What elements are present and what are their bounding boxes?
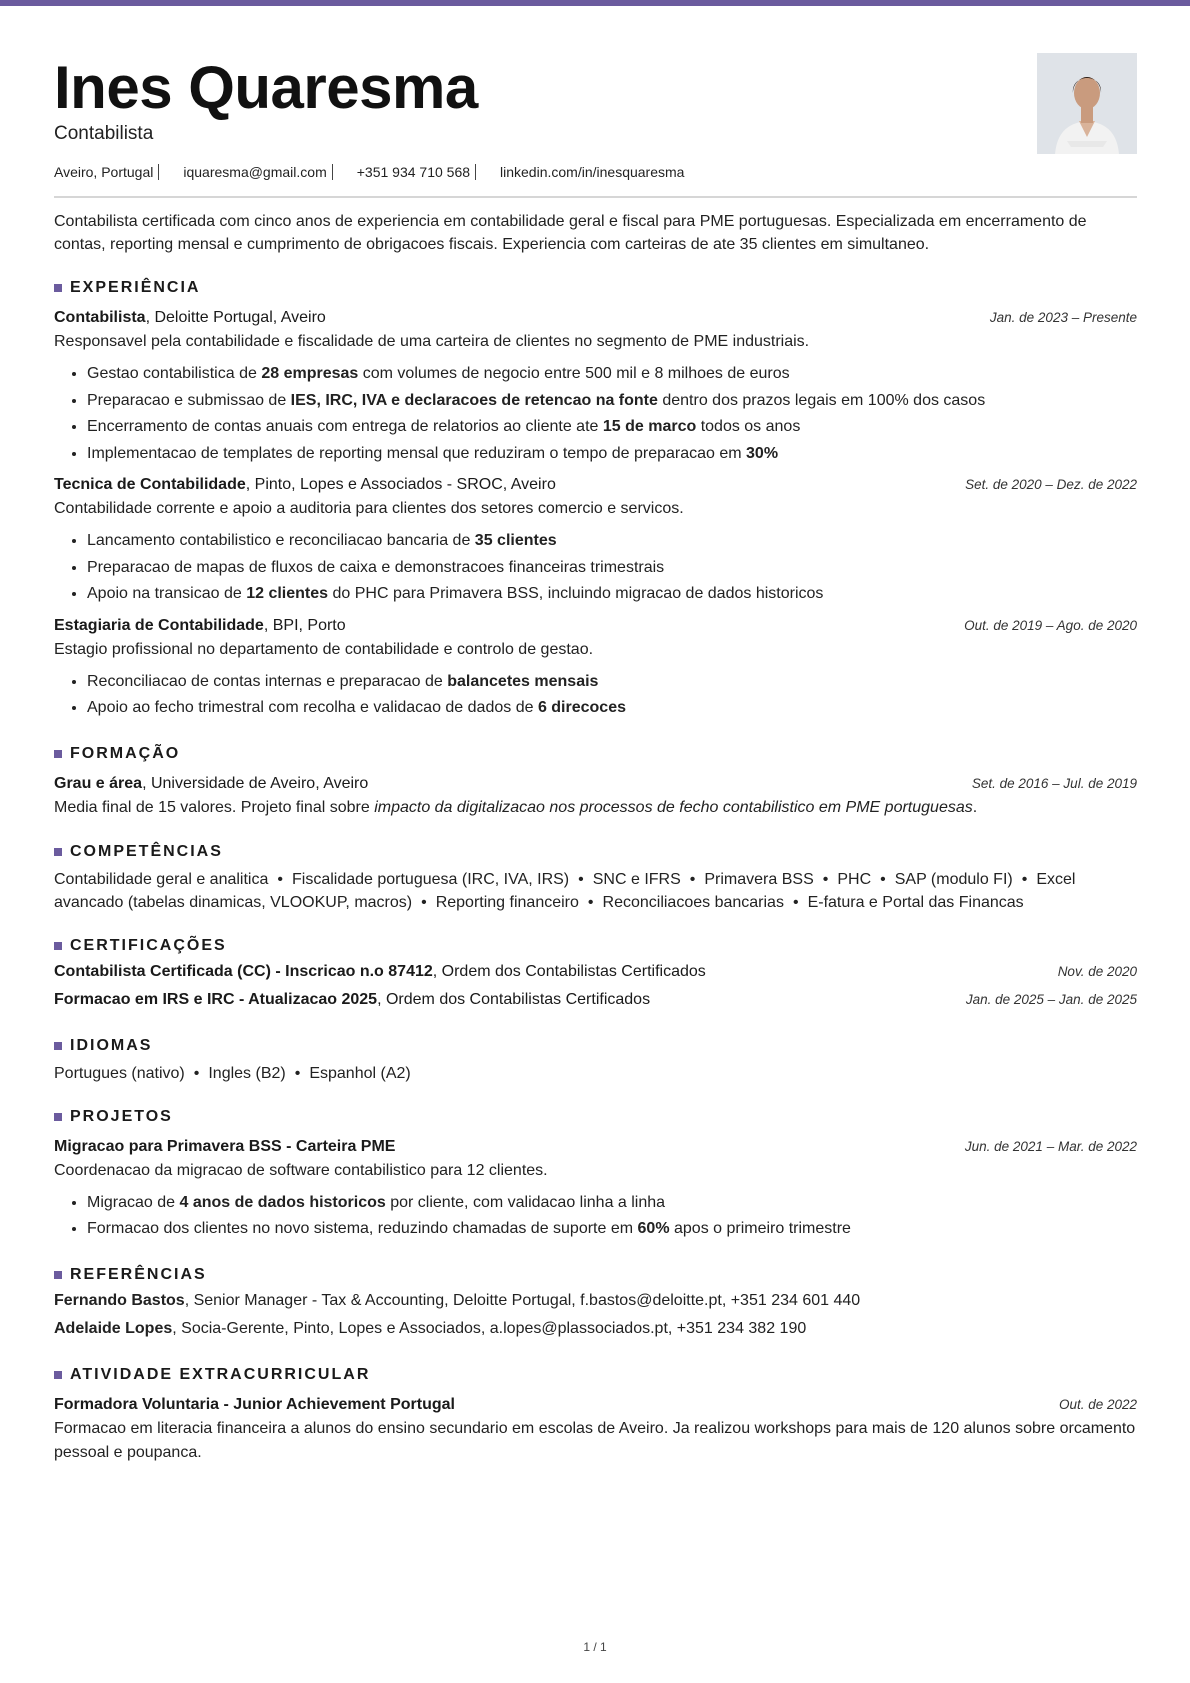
certification-item: Contabilista Certificada (CC) - Inscricao n.o 87412, Ordem dos Contabilistas Certificados Nov. de 2020 bbox=[54, 958, 1137, 986]
profile-photo bbox=[1037, 53, 1137, 154]
references-heading: REFERÊNCIAS bbox=[54, 1263, 1137, 1287]
skill-item: SNC e IFRS bbox=[592, 870, 681, 888]
certification-item: Formacao em IRS e IRC - Atualizacao 2025, Ordem dos Contabilistas Certificados Jan. de 2025 – Jan. de 2025 bbox=[54, 986, 1137, 1014]
separator bbox=[332, 164, 333, 180]
education-description: Media final de 15 valores. Projeto final sobre impacto da digitalizacao nos processos de fecho contabilistico em PME portuguesas. bbox=[54, 798, 978, 816]
page-number: 1 / 1 bbox=[583, 1640, 607, 1654]
resume-header bbox=[54, 0, 1137, 200]
skills-heading: COMPETÊNCIAS bbox=[54, 840, 1137, 864]
skill-item: E-fatura e Portal das Financas bbox=[807, 893, 1024, 911]
date-range: Set. de 2016 – Jul. de 2019 bbox=[971, 775, 1137, 791]
employer: , BPI, Porto bbox=[263, 616, 346, 634]
extracurricular-entry bbox=[54, 1393, 1137, 1465]
education-entry bbox=[54, 772, 1137, 820]
candidate-name: Ines Quaresma bbox=[54, 54, 478, 121]
project-entry bbox=[54, 1135, 1137, 1243]
language-item: Espanhol (A2) bbox=[309, 1064, 411, 1082]
date-range: Jan. de 2023 – Presente bbox=[989, 310, 1137, 325]
contact-linkedin[interactable]: linkedin.com/in/inesquaresma bbox=[500, 164, 685, 180]
skill-item: Excel avancado (tabelas dinamicas, VLOOKUP, macros) bbox=[54, 870, 1076, 911]
skill-item: SAP (modulo FI) bbox=[894, 870, 1013, 888]
contact-email[interactable]: iquaresma@gmail.com bbox=[183, 164, 327, 180]
skill-item: Primavera BSS bbox=[704, 870, 814, 888]
experience-entry bbox=[54, 306, 1137, 467]
skills-section bbox=[54, 840, 1137, 914]
school: , Universidade de Aveiro, Aveiro bbox=[142, 774, 369, 792]
skill-item: Contabilidade geral e analitica bbox=[54, 870, 269, 888]
list-item: • Implementacao de templates de reporting mensal que reduziram o tempo de preparacao em 30% bbox=[87, 441, 1137, 468]
date-range: Jun. de 2021 – Mar. de 2022 bbox=[964, 1138, 1137, 1154]
date-range: Out. de 2019 – Ago. de 2020 bbox=[964, 617, 1137, 633]
references-section bbox=[54, 1263, 1137, 1343]
languages-list: Portugues (nativo) • Ingles (B2) • Espanhol (A2) bbox=[54, 1064, 411, 1082]
reference-item: Fernando Bastos, Senior Manager - Tax & Accounting, Deloitte Portugal, f.bastos@deloitte.pt, +351 234 601 440 bbox=[54, 1291, 861, 1309]
contact-phone[interactable]: +351 934 710 568 bbox=[356, 164, 471, 180]
education-heading: FORMAÇÃO bbox=[54, 742, 1137, 766]
separator bbox=[475, 164, 476, 180]
languages-section bbox=[54, 1034, 1137, 1085]
list-item: • Formacao dos clientes no novo sistema, reduzindo chamadas de suporte em 60% apos o primeiro trimestre bbox=[87, 1216, 1137, 1243]
list-item: • Lancamento contabilistico e reconciliacao bancaria de 35 clientes bbox=[87, 528, 1137, 555]
language-item: Portugues (nativo) bbox=[54, 1064, 185, 1082]
role-description: Responsavel pela contabilidade e fiscalidade de uma carteira de clientes no segmento de PME industriais. bbox=[54, 333, 810, 350]
experience-heading: EXPERIÊNCIA bbox=[54, 276, 1137, 300]
role-description: Contabilidade corrente e apoio a auditoria para clientes dos setores comercio e servicos. bbox=[54, 500, 684, 517]
employer: , Pinto, Lopes e Associados - SROC, Aveiro bbox=[245, 476, 556, 493]
list-item: • Reconciliacao de contas internas e preparacao de balancetes mensais bbox=[87, 669, 1137, 696]
list-item: • Apoio na transicao de 12 clientes do PHC para Primavera BSS, incluindo migracao de dados historicos bbox=[87, 581, 1137, 608]
list-item: • Apoio ao fecho trimestral com recolha e validacao de dados de 6 direcoces bbox=[87, 695, 1137, 722]
date: Out. de 2022 bbox=[1058, 1396, 1137, 1412]
section-marker bbox=[54, 942, 62, 950]
degree: Grau e área bbox=[54, 774, 143, 792]
project-description: Coordenacao da migracao de software contabilistico para 12 clientes. bbox=[54, 1161, 548, 1179]
project-name: Migracao para Primavera BSS - Carteira PME bbox=[54, 1137, 396, 1155]
list-item: • Migracao de 4 anos de dados historicos por cliente, com validacao linha a linha bbox=[87, 1190, 1137, 1217]
contact-location: Aveiro, Portugal bbox=[54, 164, 154, 180]
summary-text: Contabilista certificada com cinco anos de experiencia em contabilidade geral e fiscal para PME portuguesas. Especializada em encerramento de contas, reporting mensal e cumprimento de obrigacoes fiscais. Experiencia com carteiras de ate 35 clientes em simultaneo. bbox=[54, 213, 1087, 253]
section-marker bbox=[54, 1042, 62, 1050]
achievement-list bbox=[54, 669, 1137, 722]
activity-description: Formacao em literacia financeira a alunos do ensino secundario em escolas de Aveiro. Ja realizou workshops para mais de 120 alunos sobre orcamento pessoal e poupanca. bbox=[54, 1419, 1136, 1461]
contact-line bbox=[54, 164, 684, 180]
role-title: Estagiaria de Contabilidade bbox=[54, 616, 264, 634]
list-item: • Gestao contabilistica de 28 empresas com volumes de negocio entre 500 mil e 8 milhoes de euros bbox=[87, 361, 1137, 388]
extracurricular-section bbox=[54, 1363, 1137, 1465]
separator bbox=[158, 164, 159, 180]
experience-entry bbox=[54, 473, 1137, 608]
section-marker bbox=[54, 284, 62, 292]
candidate-title: Contabilista bbox=[54, 123, 154, 144]
list-item: • Preparacao e submissao de IES, IRC, IVA e declaracoes de retencao na fonte dentro dos prazos legais em 100% dos casos bbox=[87, 388, 1137, 415]
skill-item: Reporting financeiro bbox=[435, 893, 579, 911]
section-marker bbox=[54, 1113, 62, 1121]
date: Nov. de 2020 bbox=[1057, 963, 1137, 979]
project-achievements bbox=[54, 1190, 1137, 1243]
section-marker bbox=[54, 1271, 62, 1279]
date-range: Jan. de 2025 – Jan. de 2025 bbox=[965, 991, 1137, 1007]
list-item: • Encerramento de contas anuais com entrega de relatorios ao cliente ate 15 de marco todos os anos bbox=[87, 414, 1137, 441]
date-range: Set. de 2020 – Dez. de 2022 bbox=[965, 477, 1137, 492]
resume-page bbox=[54, 0, 1137, 1465]
list-item: • Preparacao de mapas de fluxos de caixa e demonstracoes financeiras trimestrais bbox=[87, 555, 1137, 582]
header-divider bbox=[54, 196, 1137, 198]
achievement-list bbox=[54, 361, 1137, 467]
achievement-list bbox=[54, 528, 1137, 608]
reference-item: Adelaide Lopes, Socia-Gerente, Pinto, Lopes e Associados, a.lopes@plassociados.pt, +351 234 382 190 bbox=[54, 1319, 807, 1337]
section-marker bbox=[54, 750, 62, 758]
skills-list: Contabilidade geral e analitica • Fiscalidade portuguesa (IRC, IVA, IRS) • SNC e IFRS • Primavera BSS • PHC • SAP (modulo FI) • Excel avancado (tabelas dinamicas, VLOOKUP, macros) • Reporting financeiro • Reconciliacoes bancarias • E-fatura e Portal das Financas bbox=[54, 870, 1076, 911]
education-section bbox=[54, 742, 1137, 820]
languages-heading: IDIOMAS bbox=[54, 1034, 1137, 1058]
language-item: Ingles (B2) bbox=[208, 1064, 286, 1082]
activity-name: Formadora Voluntaria - Junior Achievement Portugal bbox=[54, 1395, 455, 1413]
skill-item: Reconciliacoes bancarias bbox=[602, 893, 784, 911]
experience-section bbox=[54, 276, 1137, 722]
role-description: Estagio profissional no departamento de contabilidade e controlo de gestao. bbox=[54, 640, 594, 658]
skill-item: Fiscalidade portuguesa (IRC, IVA, IRS) bbox=[291, 870, 570, 888]
experience-entry bbox=[54, 614, 1137, 722]
skill-item: PHC bbox=[837, 870, 872, 888]
section-marker bbox=[54, 848, 62, 856]
certifications-section bbox=[54, 934, 1137, 1014]
projects-section bbox=[54, 1105, 1137, 1243]
role-title: Tecnica de Contabilidade bbox=[54, 476, 246, 493]
section-marker bbox=[54, 1371, 62, 1379]
role-title: Contabilista bbox=[54, 309, 146, 326]
projects-heading: PROJETOS bbox=[54, 1105, 1137, 1129]
certifications-heading: CERTIFICAÇÕES bbox=[54, 934, 1137, 958]
employer: , Deloitte Portugal, Aveiro bbox=[145, 309, 326, 326]
extracurricular-heading: ATIVIDADE EXTRACURRICULAR bbox=[54, 1363, 1137, 1387]
